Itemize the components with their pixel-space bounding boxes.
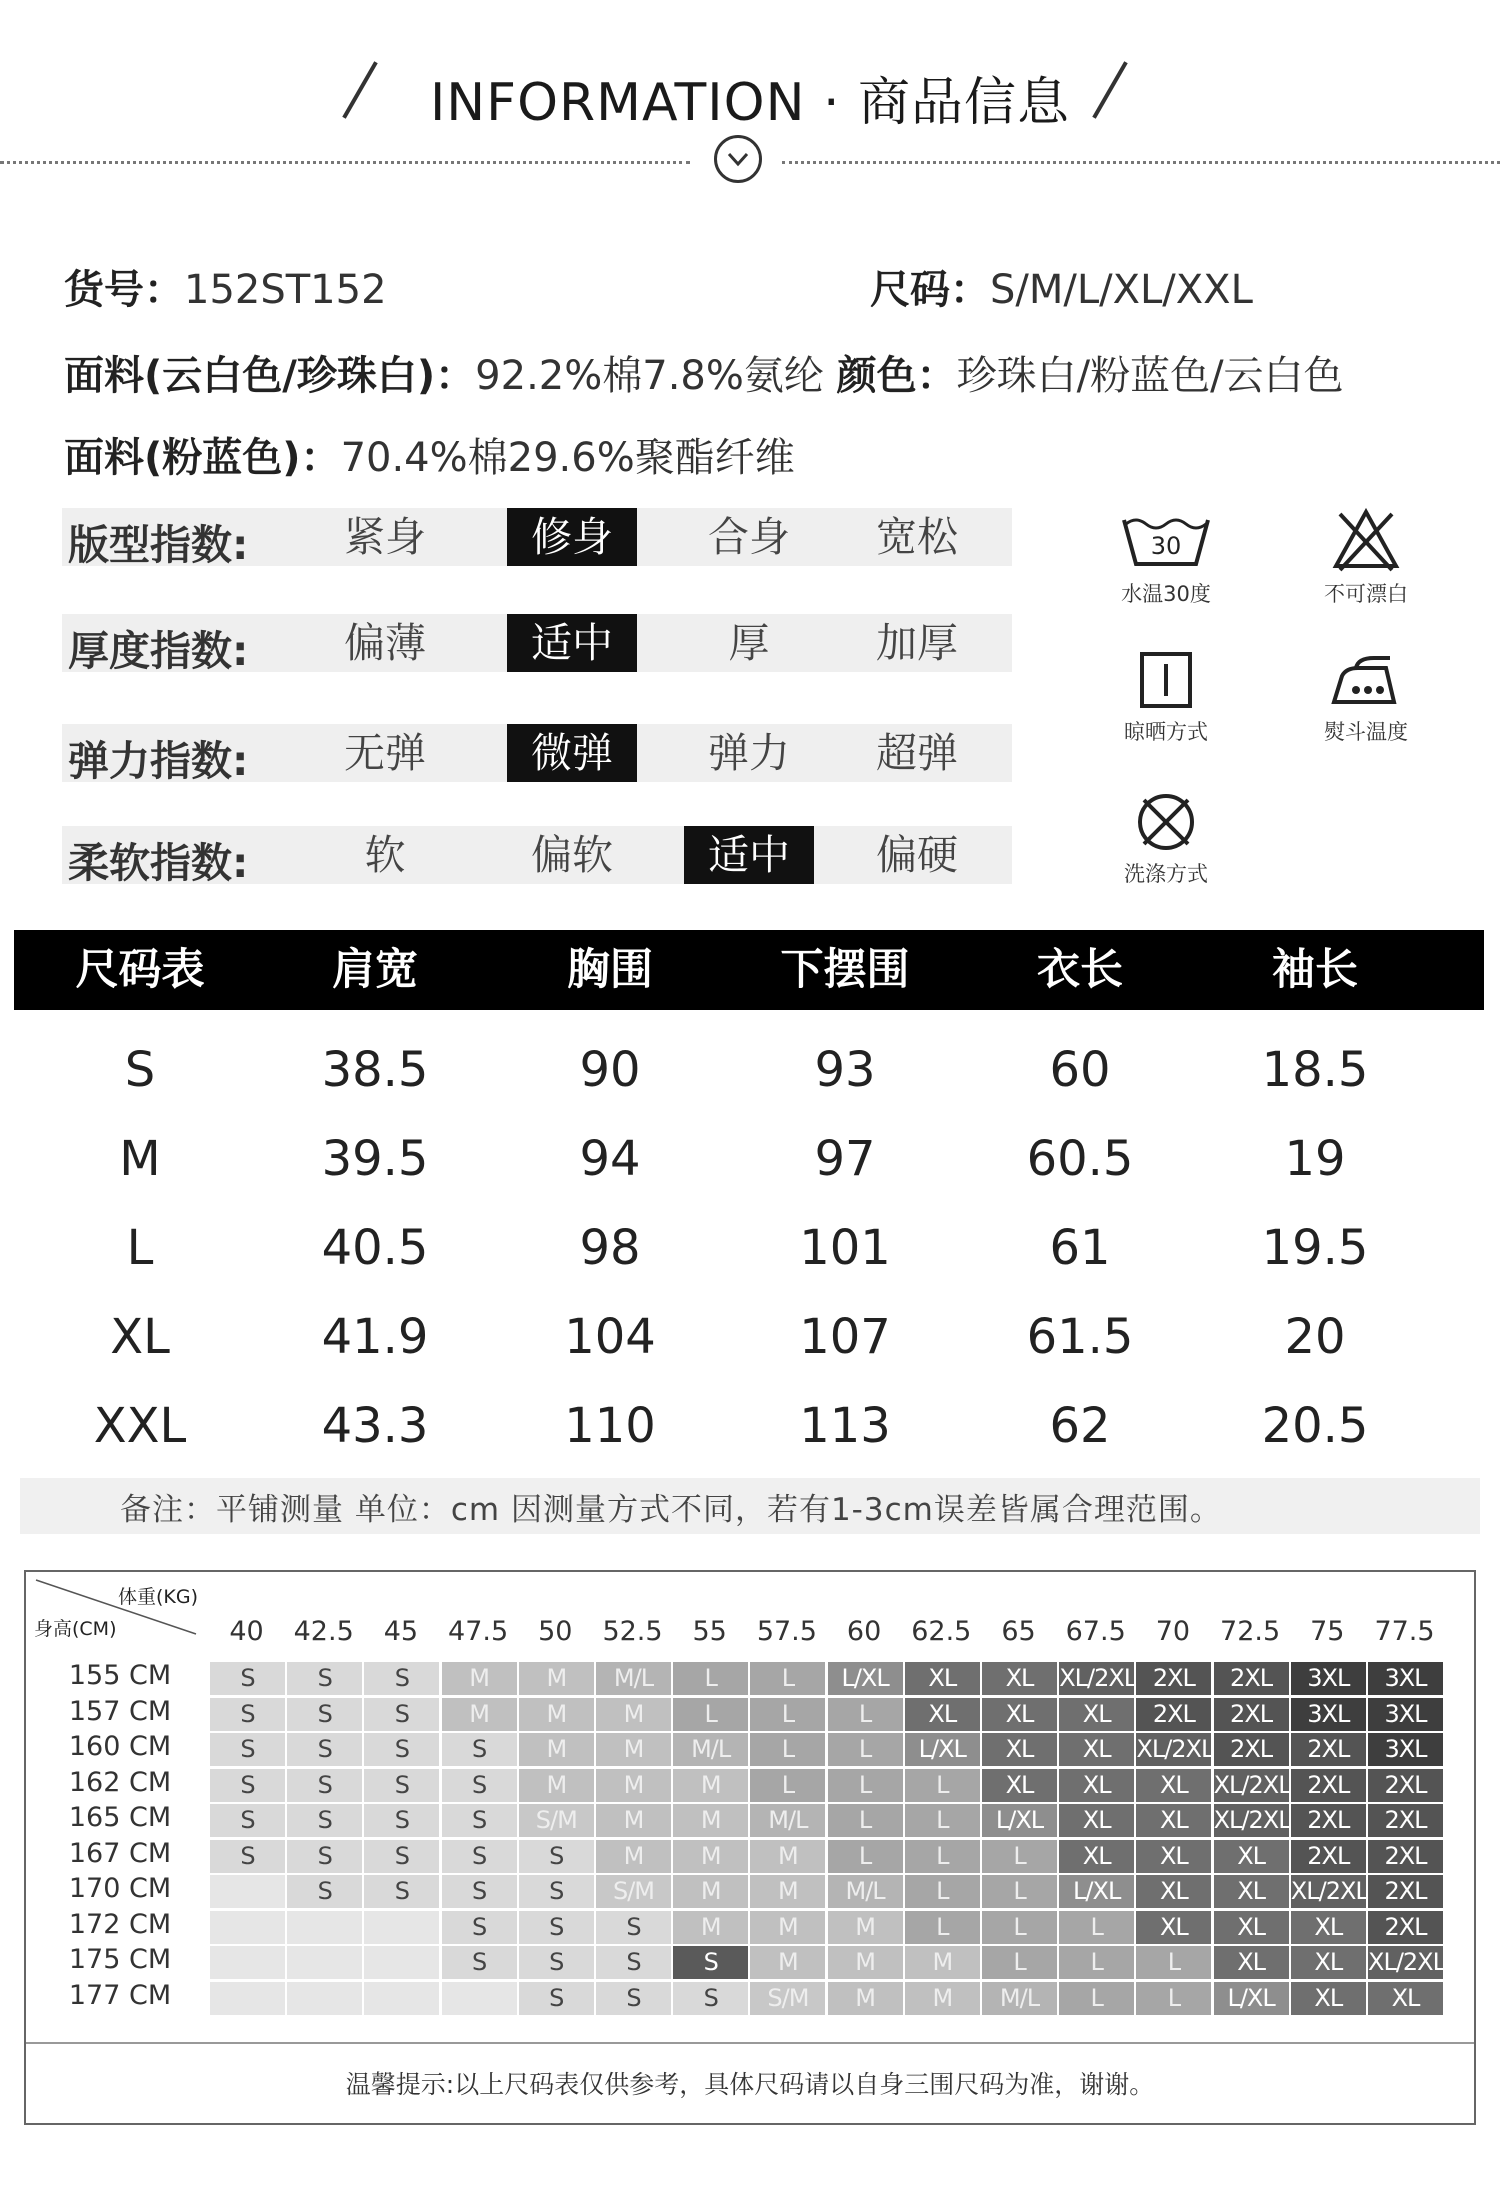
size-table-cell: 90 [579,1042,641,1098]
weight-header: 47.5 [448,1616,509,1647]
size-table-cell: 60 [1049,1042,1111,1098]
recommend-cell: S [673,1982,748,2015]
recommend-cell: M [596,1840,671,1873]
recommend-cell: L [750,1662,825,1695]
recommend-cell [364,1946,439,1979]
recommend-cell: S [364,1769,439,1802]
recommend-cell: 3XL [1291,1698,1366,1731]
weight-header: 40 [229,1616,264,1647]
recommend-cell: L [828,1769,903,1802]
index-option: 无弹 [344,729,426,777]
recommend-cell: 2XL [1291,1804,1366,1837]
recommend-cell [210,1982,285,2015]
recommend-cell: S [210,1733,285,1766]
index-row [62,724,1012,785]
recommend-cell: L [905,1804,980,1837]
recommend-cell: M [596,1769,671,1802]
recommend-cell: S/M [750,1982,825,2015]
recommend-cell: L [673,1698,748,1731]
recommend-cell: S [442,1804,517,1837]
svg-text:30: 30 [1150,532,1182,560]
recommend-cell: M [596,1733,671,1766]
corner-height-label: 身高(CM) [34,1618,117,1640]
recommend-cell: L [1136,1946,1211,1979]
recommend-cell: S [442,1946,517,1979]
index-option: 宽松 [876,513,958,561]
recommend-cell: S [519,1946,594,1979]
recommend-cell: M [673,1911,748,1944]
recommend-cell: M [750,1875,825,1908]
size-table-cell: 40.5 [321,1220,429,1276]
height-header: 172 CM [68,1908,172,1940]
size-table-cell: 18.5 [1261,1042,1369,1098]
index-option-selected: 微弹 [507,724,637,782]
size-table-cell: XL [110,1309,170,1365]
size-table-cell: L [126,1220,154,1276]
recommend-cell: M [442,1698,517,1731]
care-wash-method: 洗涤方式 [1066,790,1266,888]
recommend-cell: L [1059,1982,1134,2015]
size-line: 尺码：S/M/L/XL/XXL [870,267,1253,313]
recommend-cell: M [673,1875,748,1908]
index-row [62,826,1012,887]
weight-header: 42.5 [293,1616,354,1647]
weight-header: 65 [1001,1616,1036,1647]
recommend-cell: 2XL [1214,1733,1289,1766]
recommend-cell: S [364,1875,439,1908]
recommend-cell: L [982,1911,1057,1944]
size-table-header-cell: 下摆围 [780,945,910,995]
size-table-cell: 60.5 [1026,1131,1134,1187]
recommend-cell: XL [1291,1946,1366,1979]
recommend-cell: L [673,1662,748,1695]
recommend-cell: S [519,1875,594,1908]
recommend-cell: S [287,1804,362,1837]
recommend-cell: L [982,1875,1057,1908]
size-table-cell: 113 [799,1398,891,1454]
index-option: 偏薄 [344,619,426,667]
recommend-cell: L [905,1769,980,1802]
recommend-cell: M [519,1698,594,1731]
recommend-cell: 2XL [1368,1804,1443,1837]
recommend-cell: XL [1136,1875,1211,1908]
size-table-cell: 41.9 [321,1309,429,1365]
weight-header: 72.5 [1220,1616,1281,1647]
care-wash: 30 水温30度 [1066,510,1266,608]
recommend-cell: S [287,1840,362,1873]
recommend-cell: L [982,1840,1057,1873]
recommend-cell: L [905,1875,980,1908]
size-table-cell: 61 [1049,1220,1111,1276]
recommend-cell: L/XL [905,1733,980,1766]
recommend-cell: 2XL [1291,1769,1366,1802]
fabric-line-1: 面料(云白色/珍珠白)：92.2%棉7.8%氨纶 颜色：珍珠白/粉蓝色/云白色 [64,353,1344,399]
recommend-cell: XL [1214,1911,1289,1944]
size-recommendation-grid [24,1570,1476,2125]
recommend-cell: XL [905,1698,980,1731]
index-option: 偏硬 [876,831,958,879]
recommend-cell: XL [1214,1840,1289,1873]
size-table-cell: M [119,1131,161,1187]
index-label: 柔软指数: [68,839,249,887]
recommend-cell: XL/2XL [1214,1804,1289,1837]
section-header [0,40,1500,190]
recommend-cell: M/L [673,1733,748,1766]
care-iron: 熨斗温度 [1266,648,1466,746]
care-bleach: 不可漂白 [1266,506,1466,608]
recommend-cell: M [442,1662,517,1695]
recommend-cell: 2XL [1136,1662,1211,1695]
recommend-cell: XL/2XL [1059,1662,1134,1695]
recommend-cell: L [1136,1982,1211,2015]
recommend-cell: XL [1136,1769,1211,1802]
recommend-cell: M [750,1946,825,1979]
size-table-cell: 38.5 [321,1042,429,1098]
height-header: 155 CM [68,1660,172,1691]
dotted-divider-left [0,161,690,164]
recommend-cell: XL [1136,1911,1211,1944]
recommend-cell: S [364,1698,439,1731]
weight-header: 50 [538,1616,573,1647]
fabric-line-2: 面料(粉蓝色)：70.4%棉29.6%聚酯纤维 [64,435,795,481]
recommend-cell: M [828,1982,903,2015]
size-table-cell: 94 [579,1131,641,1187]
recommend-cell: S/M [519,1804,594,1837]
recommend-cell: L [828,1733,903,1766]
index-option: 加厚 [876,619,958,667]
corner-weight-label: 体重(KG) [118,1586,199,1608]
weight-header: 52.5 [602,1616,663,1647]
recommend-cell: 2XL [1368,1911,1443,1944]
recommend-cell [210,1911,285,1944]
size-table-cell: S [124,1042,156,1098]
index-option: 厚 [728,619,770,667]
recommend-cell: S [442,1911,517,1944]
recommend-cell: 2XL [1214,1698,1289,1731]
recommend-cell: 3XL [1368,1662,1443,1695]
size-table-note: 备注：平铺测量 单位：cm 因测量方式不同，若有1-3cm误差皆属合理范围。 [20,1478,1480,1534]
recommend-cell: XL [1214,1946,1289,1979]
recommend-cell: XL [1136,1804,1211,1837]
index-label: 厚度指数: [68,627,249,675]
recommend-cell: S [287,1662,362,1695]
size-table-cell: 62 [1049,1398,1111,1454]
recommend-cell: L/XL [1214,1982,1289,2015]
recommend-cell: S [519,1840,594,1873]
recommend-cell: M [519,1733,594,1766]
index-row [62,508,1012,569]
height-header: 160 CM [68,1731,172,1762]
recommend-cell: M/L [750,1804,825,1837]
recommend-cell [287,1911,362,1944]
index-option: 超弹 [876,729,958,777]
recommend-cell: L [1059,1911,1134,1944]
recommend-cell: M [519,1769,594,1802]
recommend-cell: S [596,1946,671,1979]
dry-icon [1136,648,1196,712]
size-table-header [14,930,1484,1010]
recommend-cell: XL [982,1662,1057,1695]
recommend-cell: S [364,1840,439,1873]
recommend-cell: L [750,1698,825,1731]
index-option: 软 [364,831,406,879]
index-option: 合身 [708,513,790,561]
weight-header: 55 [692,1616,727,1647]
recommend-cell: XL [1291,1982,1366,2015]
recommend-cell: L [905,1911,980,1944]
size-table-cell: 97 [814,1131,876,1187]
recommend-cell: XL [1059,1769,1134,1802]
recommend-cell: M [828,1911,903,1944]
recommend-cell: L/XL [828,1662,903,1695]
recommend-cell: 2XL [1368,1875,1443,1908]
weight-header: 75 [1310,1616,1345,1647]
height-header: 170 CM [68,1873,172,1904]
size-table-cell: 20.5 [1261,1398,1369,1454]
weight-header: 67.5 [1065,1616,1126,1647]
recommend-cell: 3XL [1368,1698,1443,1731]
recommend-cell: XL/2XL [1136,1733,1211,1766]
recommend-cell: XL [1059,1840,1134,1873]
grid-tip: 温馨提示:以上尺码表仅供参考，具体尺码请以自身三围尺码为准，谢谢。 [26,2042,1474,2124]
iron-icon [1328,648,1404,712]
size-table-cell: 61.5 [1026,1309,1134,1365]
recommend-cell: L [750,1733,825,1766]
weight-header: 60 [846,1616,882,1647]
index-option: 紧身 [344,513,426,561]
index-option: 偏软 [531,831,613,879]
recommend-cell: 2XL [1291,1733,1366,1766]
size-table-cell: 19 [1284,1131,1346,1187]
weight-header: 45 [383,1616,419,1647]
recommend-cell: L/XL [982,1804,1057,1837]
size-table-header-cell: 袖长 [1272,945,1358,995]
recommend-cell: XL [1059,1698,1134,1731]
recommend-cell: S [596,1982,671,2015]
recommend-cell: S [596,1911,671,1944]
recommend-cell: XL/2XL [1368,1946,1443,1979]
weight-header: 62.5 [911,1616,972,1647]
recommend-cell: M [673,1804,748,1837]
recommend-cell: M [596,1698,671,1731]
weight-header: 77.5 [1374,1616,1435,1647]
recommend-cell: S [442,1875,517,1908]
size-table-cell: 104 [564,1309,656,1365]
recommend-cell: XL [905,1662,980,1695]
recommend-cell: S [364,1804,439,1837]
recommend-cell: S [287,1733,362,1766]
recommend-cell: S [287,1769,362,1802]
recommend-cell: L [828,1804,903,1837]
recommend-cell: 3XL [1368,1733,1443,1766]
recommend-cell: L [828,1698,903,1731]
recommend-cell: M [750,1911,825,1944]
index-label: 弹力指数: [68,737,249,785]
height-header: 165 CM [68,1802,172,1833]
recommend-cell: S [210,1698,285,1731]
recommend-cell: M [596,1804,671,1837]
recommend-cell: M/L [828,1875,903,1908]
recommend-cell: L [750,1769,825,1802]
size-table-header-cell: 肩宽 [332,945,418,995]
recommend-cell: M [828,1946,903,1979]
recommend-cell: 2XL [1368,1769,1443,1802]
size-table-cell: 39.5 [321,1131,429,1187]
recommend-cell: XL [1059,1733,1134,1766]
size-table-cell: 110 [564,1398,656,1454]
size-table-cell: 107 [799,1309,891,1365]
index-option: 弹力 [708,729,790,777]
recommend-cell [210,1875,285,1908]
recommend-cell: L [1059,1946,1134,1979]
index-row [62,614,1012,675]
wash-30-icon [1118,510,1214,574]
recommend-cell: S [442,1840,517,1873]
recommend-cell: S [364,1662,439,1695]
recommend-cell: XL [982,1733,1057,1766]
no-bleach-icon [1330,506,1402,574]
recommend-cell: M/L [982,1982,1057,2015]
chevron-down-icon [714,135,762,183]
recommend-cell: S [519,1982,594,2015]
recommend-cell: XL [1136,1840,1211,1873]
size-table-cell: 98 [579,1220,641,1276]
height-header: 177 CM [68,1979,172,2011]
recommend-cell: M/L [596,1662,671,1695]
recommend-cell: 2XL [1214,1662,1289,1695]
recommend-cell: XL/2XL [1214,1769,1289,1802]
no-dryclean-icon [1134,790,1198,854]
index-option-selected: 适中 [684,826,814,884]
weight-header: 70 [1155,1616,1191,1647]
height-header: 162 CM [68,1766,172,1798]
care-dry: 晾晒方式 [1066,648,1266,746]
size-table-cell: 19.5 [1261,1220,1369,1276]
recommend-cell: M [673,1840,748,1873]
recommend-cell: 2XL [1291,1840,1366,1873]
recommend-cell: L/XL [1059,1875,1134,1908]
dotted-divider-right [782,161,1500,164]
height-header: 167 CM [68,1837,172,1869]
recommend-cell [442,1982,517,2015]
recommend-cell: S [673,1946,748,1979]
recommend-cell: XL [1059,1804,1134,1837]
weight-header: 57.5 [756,1616,817,1647]
recommend-cell: S [210,1769,285,1802]
recommend-cell: M [750,1840,825,1873]
size-table-header-cell: 尺码表 [75,945,205,995]
height-header: 175 CM [68,1944,172,1975]
recommend-cell: S/M [596,1875,671,1908]
recommend-cell: M [673,1769,748,1802]
recommend-cell: M [905,1946,980,1979]
recommend-cell: L [828,1840,903,1873]
recommend-cell: 3XL [1291,1662,1366,1695]
recommend-cell [364,1911,439,1944]
recommend-cell: S [442,1733,517,1766]
recommend-cell: 2XL [1368,1840,1443,1873]
recommend-cell: S [287,1698,362,1731]
recommend-cell: XL [982,1698,1057,1731]
recommend-cell: M [905,1982,980,2015]
recommend-cell: S [210,1840,285,1873]
size-table-cell: XXL [93,1398,187,1454]
size-table-cell: 43.3 [321,1398,429,1454]
recommend-cell: S [210,1804,285,1837]
recommend-cell: XL [1368,1982,1443,2015]
recommend-cell [287,1946,362,1979]
recommend-cell: L [905,1840,980,1873]
size-table-header-cell: 胸围 [567,945,653,995]
recommend-cell: XL [982,1769,1057,1802]
index-label: 版型指数: [68,521,249,569]
size-table-cell: 20 [1284,1309,1346,1365]
size-table-cell: 93 [814,1042,876,1098]
index-option-selected: 适中 [507,614,637,672]
recommend-cell: S [287,1875,362,1908]
sku-line: 货号：152ST152 [64,267,387,313]
recommend-cell: XL [1214,1875,1289,1908]
height-header: 157 CM [68,1695,172,1727]
header-title: INFORMATION · 商品信息 [429,73,1071,133]
size-table-header-cell: 衣长 [1037,945,1123,995]
recommend-cell: XL/2XL [1291,1875,1366,1908]
recommend-cell [210,1946,285,1979]
recommend-cell: S [364,1733,439,1766]
recommend-cell: 2XL [1136,1698,1211,1731]
recommend-cell [287,1982,362,2015]
recommend-cell: L [982,1946,1057,1979]
recommend-cell: M [519,1662,594,1695]
index-option-selected: 修身 [507,508,637,566]
recommend-cell: S [210,1662,285,1695]
recommend-cell [364,1982,439,2015]
size-table-cell: 101 [799,1220,891,1276]
recommend-cell: XL [1291,1911,1366,1944]
recommend-cell: S [519,1911,594,1944]
recommend-cell: S [442,1769,517,1802]
